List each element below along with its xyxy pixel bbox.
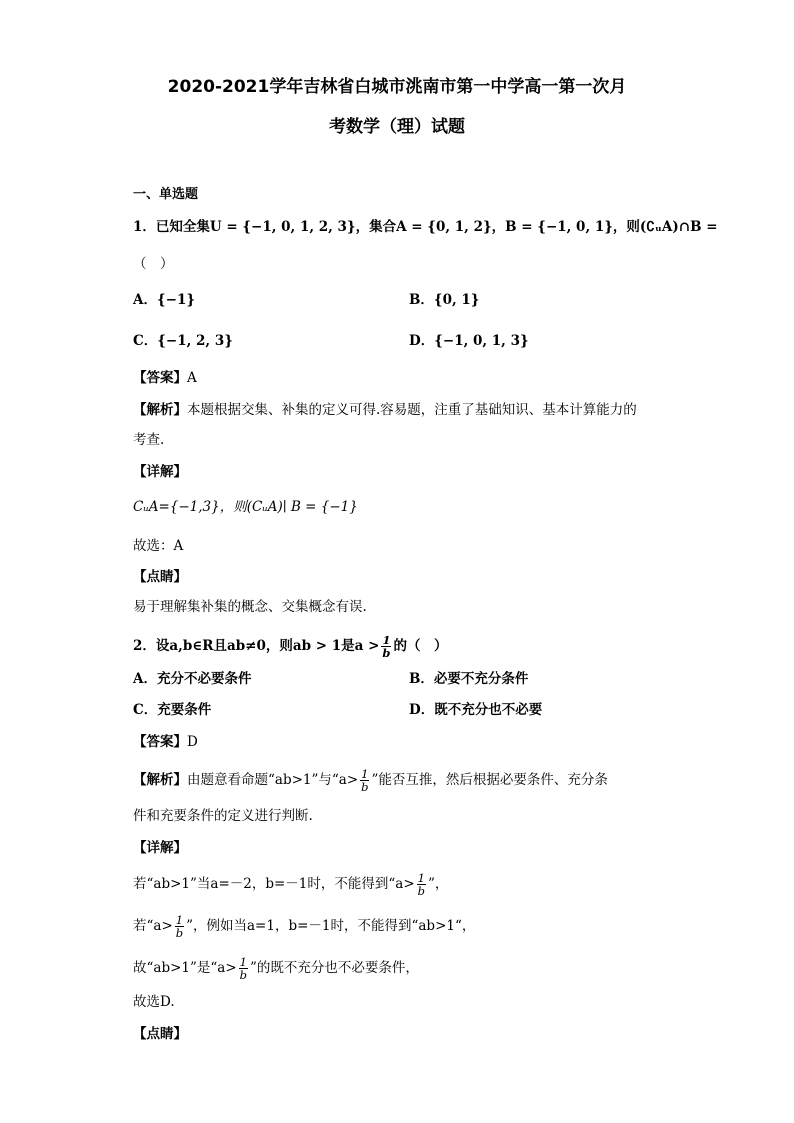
doc-title-line1: 2020-2021学年吉林省白城市洮南市第一中学高一第一次月 bbox=[167, 77, 627, 97]
q2-option-b: B．必要不充分条件 bbox=[409, 671, 529, 687]
frac-num: 1 bbox=[417, 871, 425, 885]
q2-option-d: D．既不充分也不必要 bbox=[409, 702, 543, 718]
q1-analysis-2: 考查. bbox=[133, 432, 165, 448]
q1-detail-tag: 【详解】 bbox=[133, 464, 187, 480]
fraction-1-over-b bbox=[175, 914, 184, 939]
q1-detail-1: CᵤA={−1,3}，则(CᵤA)∣ B = {−1} bbox=[133, 499, 358, 515]
detail-text-a: 若“ab>1”当a=－2，b=－1时，不能得到“a> bbox=[133, 876, 415, 892]
section-heading: 一、单选题 bbox=[133, 187, 199, 202]
q1-option-c: C．{−1, 2, 3} bbox=[133, 333, 233, 349]
analysis-text: 本题根据交集、补集的定义可得.容易题，注重了基础知识、基本计算能力的 bbox=[187, 402, 637, 418]
detail-text-a: 故“ab>1”是“a> bbox=[133, 960, 237, 976]
fraction-1-over-b bbox=[239, 956, 248, 981]
q2-option-c: C．充要条件 bbox=[133, 702, 212, 718]
answer-value: A bbox=[187, 370, 197, 386]
analysis-text-a: 由题意看命题“ab>1”与“a> bbox=[187, 772, 359, 788]
q2-option-a: A．充分不必要条件 bbox=[133, 671, 252, 687]
frac-num: 1 bbox=[361, 767, 369, 781]
frac-num: 1 bbox=[175, 913, 184, 927]
q1-comment-tag: 【点睛】 bbox=[133, 569, 187, 585]
q1-answer bbox=[133, 369, 197, 387]
q2-detail-3 bbox=[133, 956, 419, 981]
detail-text-b: ”， bbox=[427, 876, 449, 892]
doc-title-line2: 考数学（理）试题 bbox=[329, 117, 465, 137]
q2-analysis-1 bbox=[133, 768, 608, 793]
fraction-1-over-b bbox=[381, 634, 391, 659]
q2-stem-text: 2．设a,b∈R且ab≠0，则ab > 1是a > bbox=[133, 638, 380, 654]
q1-detail-2: 故选：A bbox=[133, 538, 184, 554]
q2-stem-end: 的（ ） bbox=[393, 638, 448, 654]
frac-den: b bbox=[239, 968, 247, 982]
q2-comment-tag: 【点睛】 bbox=[133, 1026, 187, 1042]
fraction-1-over-b bbox=[360, 768, 369, 793]
detail-text-b: ”，例如当a=1，b=－1时，不能得到“ab>1“， bbox=[186, 918, 476, 934]
analysis-tag: 【解析】 bbox=[133, 402, 187, 418]
q2-answer bbox=[133, 733, 198, 751]
q1-option-a: A．{−1} bbox=[133, 292, 196, 308]
q1-analysis-1 bbox=[133, 401, 637, 419]
frac-den: b bbox=[175, 926, 184, 940]
analysis-text-b: ”能否互推，然后根据必要条件、充分条 bbox=[371, 772, 608, 788]
frac-num: 1 bbox=[239, 955, 247, 969]
q2-detail-2 bbox=[133, 914, 475, 939]
answer-tag: 【答案】 bbox=[133, 370, 187, 386]
answer-value: D bbox=[187, 734, 198, 750]
frac-num: 1 bbox=[382, 633, 391, 647]
q1-option-d: D．{−1, 0, 1, 3} bbox=[409, 333, 529, 349]
analysis-tag: 【解析】 bbox=[133, 772, 187, 788]
answer-tag: 【答案】 bbox=[133, 734, 187, 750]
q2-stem bbox=[133, 634, 447, 659]
frac-den: b bbox=[417, 884, 425, 898]
fraction-1-over-b bbox=[417, 872, 426, 897]
q2-detail-4: 故选D. bbox=[133, 994, 175, 1010]
q1-option-b: B．{0, 1} bbox=[409, 292, 480, 308]
q1-comment-1: 易于理解集补集的概念、交集概念有误. bbox=[133, 599, 367, 615]
q1-paren: （ ） bbox=[133, 256, 174, 272]
frac-den: b bbox=[382, 646, 391, 660]
q2-analysis-2: 件和充要条件的定义进行判断. bbox=[133, 808, 313, 824]
q2-detail-tag: 【详解】 bbox=[133, 840, 187, 856]
q2-detail-1 bbox=[133, 872, 448, 897]
detail-text-a: 若“a> bbox=[133, 918, 173, 934]
frac-den: b bbox=[361, 780, 369, 794]
detail-text-b: ”的既不充分也不必要条件， bbox=[249, 960, 419, 976]
q1-stem: 1．已知全集U = {−1, 0, 1, 2, 3}，集合A = {0, 1, 2}，B = {−1, 0, 1}，则(∁ᵤA)∩B = bbox=[133, 219, 718, 235]
